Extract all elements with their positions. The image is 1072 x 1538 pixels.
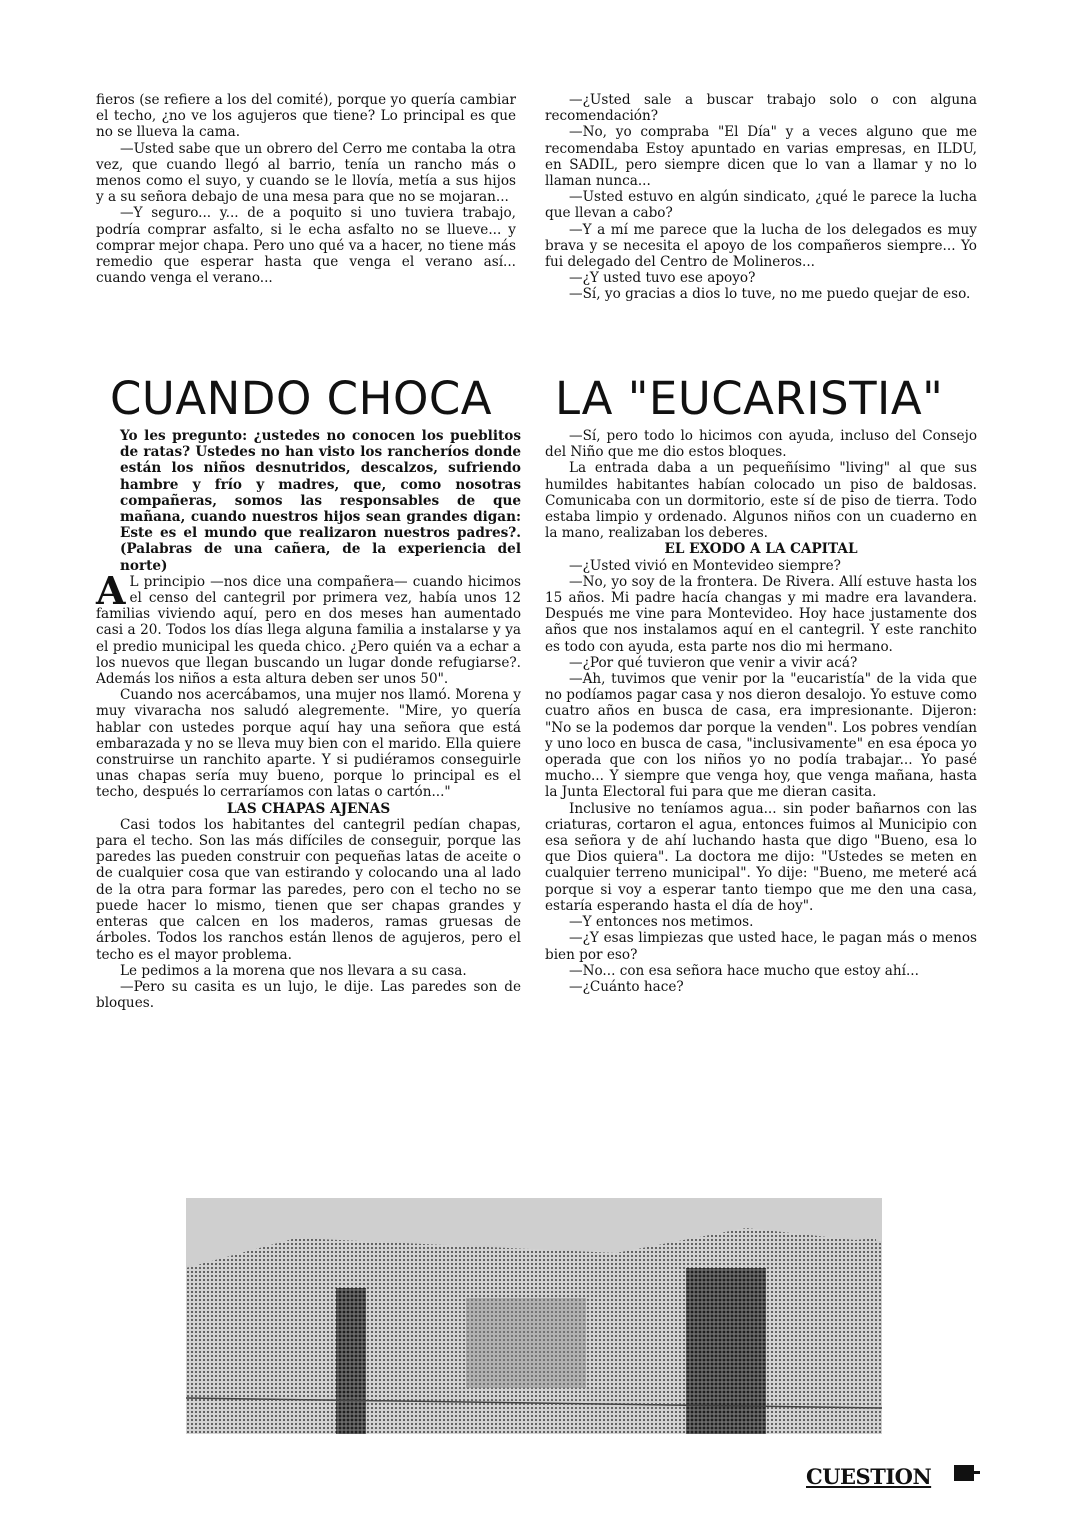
paragraph: —¿Y usted tuvo ese apoyo? [569,270,756,287]
paragraph: La entrada daba a un pequeñísimo "living" al que sus humildes habitantes habían colocado un piso de baldosas. Comunicaba con un dormitorio, este sí de piso de tierra. Todo estaba limpio y ordenado. Algunos niños con un cuaderno en la mano, realizaban los deberes. [545,460,977,542]
shack-opening [686,1268,766,1434]
paragraph: Le pedimos a la morena que nos llevara a su casa. [120,962,467,979]
shack-door [336,1288,366,1434]
paragraph: —¿Usted vivió en Montevideo siempre? [569,557,841,574]
paragraph: Cuando nos acercábamos, una mujer nos llamó. Morena y muy vivaracha nos saludó alegremente. "Mire, yo quería hablar con ustedes porque aquí hay una señora que está embarazada y no se lleva muy bien con el marido. Ella quiere construirse un ranchito aparte. Y si pudiéramos conseguirle unas chapas sería muy bueno, porque lo principal es el techo, después lo cerraríamos con latas o cartón..." [96,687,521,801]
paragraph: —Y seguro... y... de a poquito si uno tuviera trabajo, podría comprar asfalto, si le echa asfalto no se llueve... y comprar mejor chapa. Pero uno qué va a hacer, no tiene más remedio que esperar hasta que venga el verano así... cuando venga el verano... [96,205,516,287]
paragraph: fieros (se refiere a los del comité), porque yo quería cambiar el techo, ¿no ve los agujeros que tiene? Lo principal es que no se llueva la cama. [96,92,516,141]
first-paragraph [96,567,521,688]
paragraph: —¿Usted sale a buscar trabajo solo o con alguna recomendación? [545,92,977,125]
intro-quote: Yo les pregunto: ¿ustedes no conocen los pueblitos de ratas? Ustedes no han visto los rancheríos donde están los niños desnutridos, descalzos, sufriendo hambre y frío y madres, que, como nosotras compañeras, somos las responsables de que mañana, cuando nuestros hijos sean grandes digan: Este es el mundo que realizaron nuestros padres?. (Palabras de una cañera, de la experiencia del norte) [120,428,521,574]
paragraph: Inclusive no teníamos agua... sin poder bañarnos con las criaturas, cortaron el agua, entonces fuimos al Municipio con esa señora y de ahí luchando hasta que digo "Bueno, esa lo que Dios quiera". La doctora me dijo: "Ustedes se meten en cualquier terreno municipal". Yo dije: "Bueno, me meteré acá porque si voy a esperar tanto tiempo que me den una casa, estaría esperando hasta el día de hoy". [545,800,977,914]
paragraph: —No, yo compraba "El Día" y a veces alguno que me recomendaba Estoy apuntado en varias empresas, en ILDU, en SADIL, pero siempre dicen que lo van a llamar y no lo llaman nunca... [545,124,977,190]
paragraph: —Y a mí me parece que la lucha de los delegados es muy brava y se necesita el apoyo de los compañeros siempre... Yo fui delegado del Centro de Molineros... [545,221,977,271]
paragraph: —¿Y esas limpiezas que usted hace, le pagan más o menos bien por eso? [545,930,977,963]
paragraph: —Sí, pero todo lo hicimos con ayuda, incluso del Consejo del Niño que me dio estos bloques. [545,428,977,461]
paragraph: —¿Cuánto hace? [569,978,684,995]
paragraph: —Usted estuvo en algún sindicato, ¿qué le parece la lucha que llevan a cabo? [545,189,977,222]
paragraph: —Usted sabe que un obrero del Cerro me contaba la otra vez, que cuando llegó al barrio, tenía un rancho más o menos como el suyo, y cuando se le llovía, metía a sus hijos y a su señora debajo de una mesa para que no se mojaran... [96,140,516,206]
paragraph: —Pero su casita es un lujo, le dije. Las paredes son de bloques. [96,978,521,1012]
drop-cap: A [96,567,126,613]
first-paragraph-text: L principio —nos dice una compañera— cuando hicimos el censo del cantegril por primera vez, había unos 12 familias viviendo aquí, pero en dos meses han aumentado casi a 20. Todos los días llega alguna familia a instalarse y ya el predio municipal les queda chico. ¿Pero quién va a echar a los nuevos que llegan buscando un lugar donde refugiarse?. Además los niños a esta altura deben ser unos 50". [96,573,521,688]
subhead-exodo: EL EXODO A LA CAPITAL [664,541,858,558]
paragraph: —No... con esa señora hace mucho que estoy ahí... [569,962,919,979]
paragraph: —Ah, tuvimos que venir por la "eucaristía" de la vida que no podíamos pagar casa y nos dieron desalojo. Yo estuve como cuatro años en busca de casa, era impresionante. Dijeron: "No se la podemos dar porque la venden". Los pobres vendían y uno loco en busca de casa, "inclusivamente" en esa época yo operada que con los niños yo no podía trabajar... Yo pasé mucho... Y siempre que venga hoy, que venga mañana, hasta la Junta Electoral fui para que me dieran casita. [545,671,977,801]
wall-patch [466,1298,586,1388]
bottom-left-column [96,428,521,1011]
top-left-column [96,92,516,286]
top-right-column [545,92,977,303]
headline-right: LA "EUCARISTIA" [555,372,944,425]
magazine-name: CUESTION [806,1464,932,1489]
shack-photo [186,1198,882,1434]
page-number-mark [952,1462,980,1484]
paragraph: Casi todos los habitantes del cantegril pedían chapas, para el techo. Son las más difíciles de conseguir, porque las paredes las pueden construir con pequeñas latas de aceite o de cualquier cosa que van estirando y colocando una al lado de la otra para formar las paredes, pero con el techo no se puede hacer lo mismo, tienen que ser chapas grandes y enteras que calcen en los maderos, ramas gruesas de árboles. Todos los ranchos están llenos de agujeros, pero el techo es el mayor problema. [96,816,521,963]
paragraph: —No, yo soy de la frontera. De Rivera. Allí estuve hasta los 15 años. Mi padre hacía changas y mi madre era lavandera. Después me vine para Montevideo. Hoy hace justamente dos años que nos instalamos aquí en el cantegril. Y este ranchito es todo con ayuda, esta parte nos dio mi hermano. [545,573,977,655]
paragraph: —Y entonces nos metimos. [569,914,754,931]
bottom-right-column [545,428,977,995]
paragraph: —¿Por qué tuvieron que venir a vivir acá? [569,654,858,671]
paragraph: —Sí, yo gracias a dios lo tuve, no me puedo quejar de eso. [569,286,971,303]
headline-left: CUANDO CHOCA [110,372,493,425]
subhead-chapas: LAS CHAPAS AJENAS [226,800,391,817]
